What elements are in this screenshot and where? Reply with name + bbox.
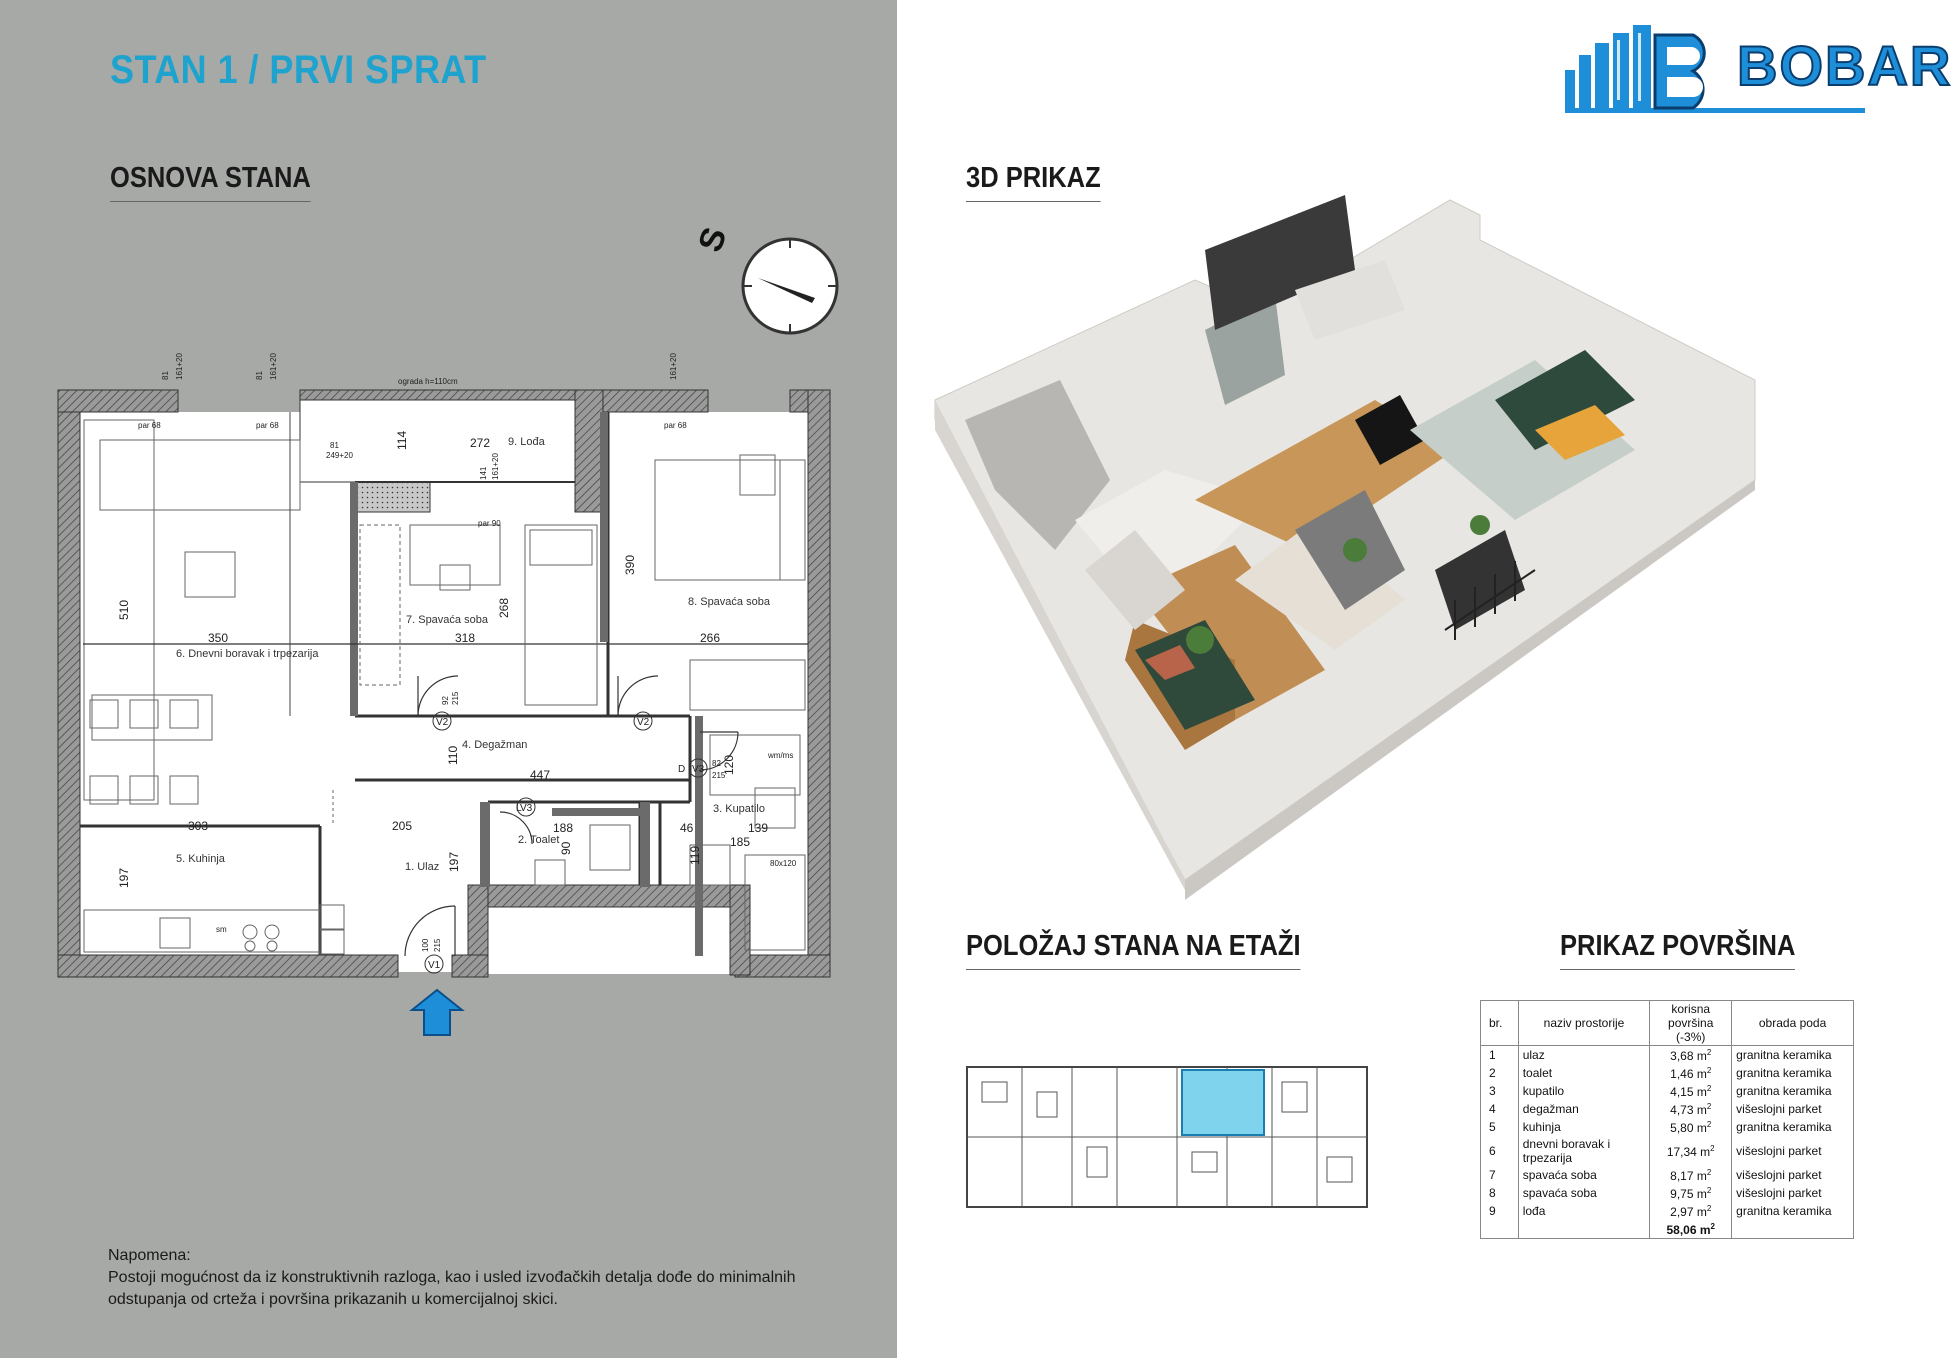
- window-161-c: 161+20: [669, 353, 678, 380]
- table-row: [1481, 1166, 1854, 1184]
- room-label-degazman: 4. Degažman: [462, 739, 528, 751]
- table-cell: spavaća soba: [1518, 1184, 1650, 1202]
- header-area: korisna površina (-3%): [1650, 1001, 1732, 1046]
- window-81-c: 81: [330, 441, 339, 450]
- header-name: naziv prostorije: [1518, 1001, 1650, 1046]
- room-label-kuhinja: 5. Kuhinja: [176, 853, 225, 865]
- room-label-spavaca-7: 7. Spavaća soba: [406, 614, 488, 626]
- dim-114: 114: [395, 430, 409, 450]
- table-cell: 4: [1481, 1100, 1519, 1118]
- table-cell: toalet: [1518, 1064, 1650, 1082]
- door-v1: V1: [428, 960, 441, 971]
- dim-120: 120: [722, 754, 736, 775]
- table-cell: 5,80 $m^2$: [1650, 1118, 1732, 1136]
- par68-b: par 68: [256, 421, 279, 430]
- total-row: [1481, 1220, 1854, 1239]
- dim-119: 119: [688, 845, 702, 865]
- table-cell: 4,15 $m^2$: [1650, 1082, 1732, 1100]
- table-cell: 2: [1481, 1064, 1519, 1082]
- dim-318: 318: [455, 631, 476, 645]
- table-cell: 9: [1481, 1202, 1519, 1220]
- header-finish: obrada poda: [1732, 1001, 1854, 1046]
- dim-197-ulaz: 197: [447, 851, 461, 872]
- table-row: [1481, 1118, 1854, 1136]
- shower-size: 80x120: [770, 859, 797, 868]
- table-cell: 1: [1481, 1046, 1519, 1065]
- areas-table: [1480, 1000, 1854, 1239]
- table-cell: 58,06 $m^2$: [1650, 1220, 1732, 1239]
- logo-text: BOBAR: [1737, 34, 1952, 97]
- areas-heading: PRIKAZ POVRŠINA: [1560, 930, 1795, 970]
- window-161-b: 161+20: [269, 353, 278, 380]
- table-cell: ulaz: [1518, 1046, 1650, 1065]
- dim-266: 266: [700, 631, 721, 645]
- table-cell: višeslojni parket: [1732, 1166, 1854, 1184]
- table-cell: granitna keramika: [1732, 1202, 1854, 1220]
- door-d-marker: D: [678, 764, 686, 775]
- table-cell: dnevni boravak i trpezarija: [1518, 1136, 1650, 1166]
- door-v3-width: 82: [712, 759, 721, 768]
- table-cell: 7: [1481, 1166, 1519, 1184]
- par68-a: par 68: [138, 421, 161, 430]
- table-cell: [1518, 1220, 1650, 1239]
- note-title: Napomena:: [108, 1247, 191, 1264]
- window-161-a: 161+20: [175, 353, 184, 380]
- table-cell: 4,73 $m^2$: [1650, 1100, 1732, 1118]
- table-row: [1481, 1100, 1854, 1118]
- room-label-spavaca-8: 8. Spavaća soba: [688, 596, 770, 608]
- dim-110: 110: [446, 745, 460, 765]
- table-cell: višeslojni parket: [1732, 1136, 1854, 1166]
- table-cell: kuhinja: [1518, 1118, 1650, 1136]
- dim-46: 46: [680, 821, 694, 835]
- table-cell: 9,75 $m^2$: [1650, 1184, 1732, 1202]
- room-label-toalet: 2. Toalet: [518, 834, 560, 846]
- table-cell: [1732, 1220, 1854, 1239]
- dim-185: 185: [730, 835, 751, 849]
- room-label-ulaz: 1. Ulaz: [405, 861, 440, 873]
- dim-268: 268: [497, 597, 511, 618]
- table-cell: kupatilo: [1518, 1082, 1650, 1100]
- floor-position-plan: [962, 1062, 1372, 1212]
- table-cell: 3,68 $m^2$: [1650, 1046, 1732, 1065]
- wm-ms-label: wm/ms: [768, 751, 794, 760]
- door-v3-b: V3: [520, 803, 533, 814]
- bobar-logo: [1565, 25, 1952, 115]
- entry-arrow-icon: [412, 990, 462, 1035]
- door-v1-width: 100: [421, 938, 430, 952]
- door-v1-height: 215: [433, 938, 442, 952]
- room-label-loda: 9. Lođa: [508, 436, 545, 448]
- door-v2-b: V2: [637, 717, 650, 728]
- table-cell: lođa: [1518, 1202, 1650, 1220]
- window-81-b: 81: [255, 371, 264, 380]
- window-141: 141: [479, 466, 488, 480]
- table-row: [1481, 1082, 1854, 1100]
- dim-350: 350: [208, 631, 229, 645]
- table-cell: 8,17 $m^2$: [1650, 1166, 1732, 1184]
- note: [108, 1245, 828, 1311]
- total-area: 58,06 m: [1666, 1222, 1711, 1237]
- dim-510: 510: [117, 599, 131, 620]
- room-label-dnevni: 6. Dnevni boravak i trpezarija: [176, 648, 319, 660]
- dim-303: 303: [188, 819, 209, 833]
- table-row: [1481, 1064, 1854, 1082]
- table-cell: 17,34 $m^2$: [1650, 1136, 1732, 1166]
- table-cell: 2,97 $m^2$: [1650, 1202, 1732, 1220]
- dim-188: 188: [553, 821, 574, 835]
- apartment-title: STAN 1 / PRVI SPRAT: [110, 48, 487, 92]
- table-cell: 6: [1481, 1136, 1519, 1166]
- dim-139: 139: [748, 821, 769, 835]
- room-label-kupatilo: 3. Kupatilo: [713, 803, 765, 815]
- par68-c: par 68: [664, 421, 687, 430]
- note-text: Postoji mogućnost da iz konstruktivnih razloga, kao i usled izvođačkih detalja dođe do minimalnih odstupanja od crteža i površina prikazanih u komercijalnoj skici.: [108, 1269, 796, 1308]
- table-cell: 5: [1481, 1118, 1519, 1136]
- dim-390: 390: [623, 554, 637, 575]
- apartment-highlight: [1182, 1070, 1264, 1135]
- table-cell: granitna keramika: [1732, 1082, 1854, 1100]
- table-cell: 8: [1481, 1184, 1519, 1202]
- door-v3-height: 215: [712, 771, 726, 780]
- table-row: [1481, 1046, 1854, 1065]
- window-141-b: 161+20: [491, 453, 500, 480]
- table-cell: degažman: [1518, 1100, 1650, 1118]
- dim-447: 447: [530, 768, 551, 782]
- table-cell: višeslojni parket: [1732, 1184, 1854, 1202]
- dim-197-kuhinja: 197: [117, 867, 131, 888]
- window-81-a: 81: [161, 371, 170, 380]
- table-cell: granitna keramika: [1732, 1046, 1854, 1065]
- table-cell: [1481, 1220, 1519, 1239]
- table-cell: spavaća soba: [1518, 1166, 1650, 1184]
- table-cell: granitna keramika: [1732, 1118, 1854, 1136]
- table-row: [1481, 1136, 1854, 1166]
- plan-heading: OSNOVA STANA: [110, 162, 311, 202]
- apartment-3d-render: [935, 190, 1805, 920]
- dim-90: 90: [559, 841, 573, 855]
- door-v3-a: V3: [692, 764, 705, 775]
- window-249: 249+20: [326, 451, 353, 460]
- door-l-marker: L: [516, 803, 522, 814]
- table-row: [1481, 1184, 1854, 1202]
- dim-205: 205: [392, 819, 413, 833]
- compass-icon: [691, 223, 837, 333]
- sm-label: sm: [216, 925, 227, 934]
- position-heading: POLOŽAJ STANA NA ETAŽI: [966, 930, 1301, 970]
- table-cell: višeslojni parket: [1732, 1100, 1854, 1118]
- ograda-label: ograda h=110cm: [398, 377, 458, 386]
- compass-letter: S: [691, 222, 735, 257]
- door-v2-width: 92: [441, 696, 450, 705]
- header-no: br.: [1481, 1001, 1519, 1046]
- table-cell: 3: [1481, 1082, 1519, 1100]
- door-v2-a: V2: [436, 717, 449, 728]
- table-row: [1481, 1202, 1854, 1220]
- table-cell: 1,46 $m^2$: [1650, 1064, 1732, 1082]
- table-cell: granitna keramika: [1732, 1064, 1854, 1082]
- render-heading: 3D PRIKAZ: [966, 162, 1101, 202]
- par90: par 90: [478, 519, 501, 528]
- dim-272: 272: [470, 436, 491, 450]
- floor-plan-panel: [0, 0, 897, 1358]
- door-v2-height: 215: [451, 691, 460, 705]
- floor-plan-drawing: [0, 0, 897, 1358]
